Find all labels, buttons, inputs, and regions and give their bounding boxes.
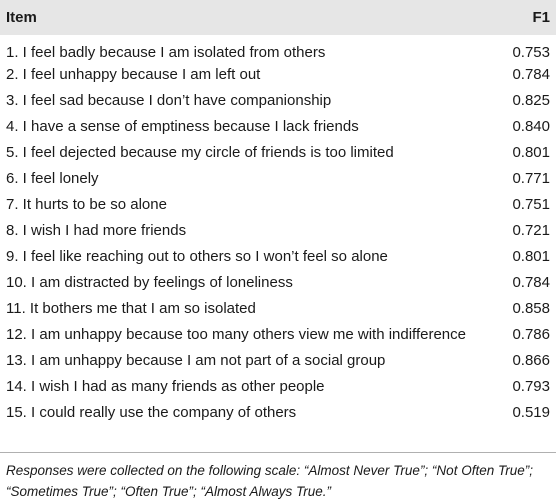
- item-cell: 15. I could really use the company of others: [6, 403, 297, 421]
- f1-cell: 0.784: [512, 65, 550, 83]
- table-row: [0, 321, 556, 347]
- f1-cell: 0.751: [512, 195, 550, 213]
- table-row: [0, 113, 556, 139]
- column-header-item: Item: [6, 9, 37, 26]
- item-cell: 10. I am distracted by feelings of loneliness: [6, 273, 293, 291]
- table-row: [0, 165, 556, 191]
- table-body: [0, 35, 556, 425]
- table-row: [0, 295, 556, 321]
- item-cell: 3. I feel sad because I don’t have companionship: [6, 91, 332, 109]
- table-row: [0, 61, 556, 87]
- f1-cell: 0.840: [512, 117, 550, 135]
- item-cell: 5. I feel dejected because my circle of friends is too limited: [6, 143, 394, 161]
- item-cell: 2. I feel unhappy because I am left out: [6, 65, 261, 83]
- f1-cell: 0.801: [512, 247, 550, 265]
- table-row: [0, 217, 556, 243]
- item-cell: 4. I have a sense of emptiness because I lack friends: [6, 117, 359, 135]
- item-cell: 13. I am unhappy because I am not part of a social group: [6, 351, 386, 369]
- header-row: [0, 0, 556, 35]
- table-row: [0, 373, 556, 399]
- item-cell: 9. I feel like reaching out to others so I won’t feel so alone: [6, 247, 388, 265]
- item-cell: 1. I feel badly because I am isolated from others: [6, 43, 326, 61]
- table-row: [0, 243, 556, 269]
- f1-cell: 0.858: [512, 299, 550, 317]
- table-row: [0, 269, 556, 295]
- f1-cell: 0.825: [512, 91, 550, 109]
- table-row: [0, 87, 556, 113]
- item-cell: 7. It hurts to be so alone: [6, 195, 167, 213]
- item-cell: 8. I wish I had more friends: [6, 221, 187, 239]
- item-cell: 11. It bothers me that I am so isolated: [6, 299, 256, 317]
- f1-cell: 0.753: [512, 43, 550, 61]
- f1-cell: 0.793: [512, 377, 550, 395]
- table-header: [0, 0, 556, 35]
- item-cell: 14. I wish I had as many friends as other people: [6, 377, 325, 395]
- f1-cell: 0.519: [512, 403, 550, 421]
- column-header-f1: F1: [532, 9, 550, 26]
- table-row: [0, 139, 556, 165]
- f1-cell: 0.801: [512, 143, 550, 161]
- table-row: [0, 35, 556, 61]
- f1-cell: 0.784: [512, 273, 550, 291]
- f1-cell: 0.771: [512, 169, 550, 187]
- table-row: [0, 347, 556, 373]
- f1-cell: 0.786: [512, 325, 550, 343]
- table-row: [0, 399, 556, 425]
- table-bottom-rule: [0, 452, 556, 453]
- table-footnote: Responses were collected on the following scale: “Almost Never True”; “Not Often True”; “Sometimes True”; “Often True”; “Almost Always True.”: [6, 463, 533, 499]
- item-cell: 6. I feel lonely: [6, 169, 99, 187]
- f1-cell: 0.721: [512, 221, 550, 239]
- f1-cell: 0.866: [512, 351, 550, 369]
- table-row: [0, 191, 556, 217]
- item-cell: 12. I am unhappy because too many others view me with indifference: [6, 325, 466, 343]
